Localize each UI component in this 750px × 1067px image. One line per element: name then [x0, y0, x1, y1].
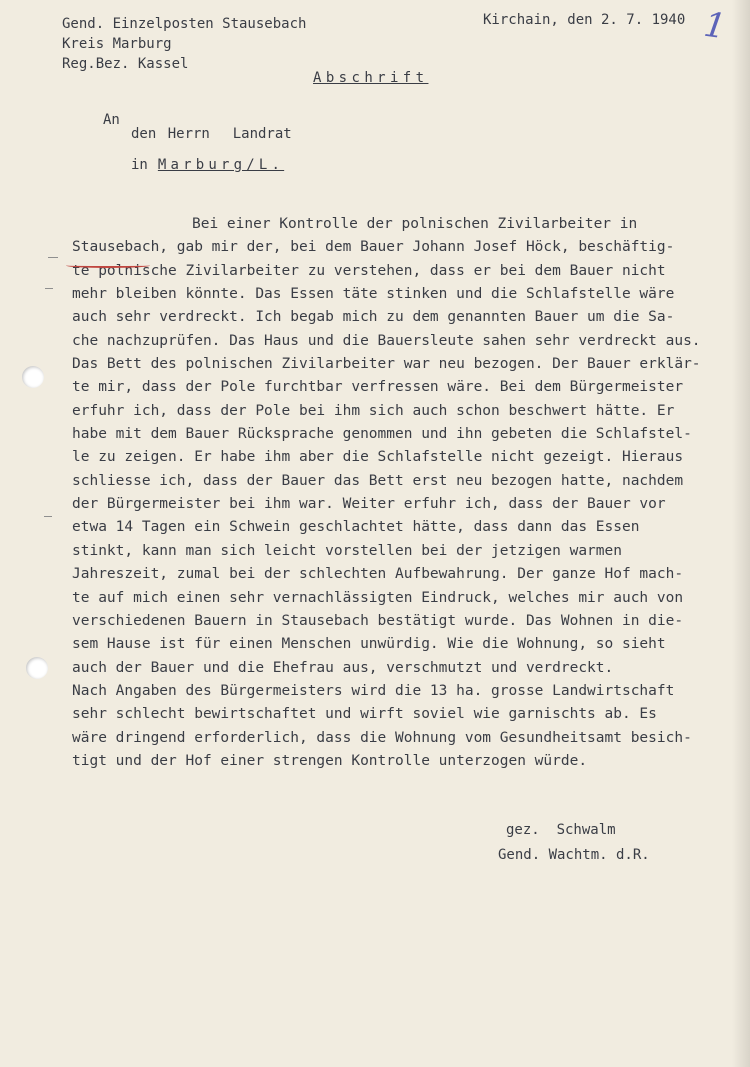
sender-line: Kreis Marburg [62, 36, 172, 52]
recipient-prefix: in [131, 157, 148, 173]
body-line: sehr schlecht bewirtschaftet und wirft soviel wie garnischts ab. Es [72, 706, 657, 723]
body-line: sem Hause ist für einen Menschen unwürdig. Wie die Wohnung, so sieht [72, 636, 666, 653]
body-line: Stausebach, gab mir der, bei dem Bauer Johann Josef Höck, beschäftig- [72, 239, 675, 256]
signature-block [498, 818, 650, 868]
body-line: habe mit dem Bauer Rücksprache genommen und ihn gebeten die Schlafstel- [72, 426, 692, 443]
recipient-line-1: An [103, 112, 120, 128]
body-line: etwa 14 Tagen ein Schwein geschlachtet hätte, dass dann das Essen [72, 519, 640, 536]
signature-line-2: Gend. Wachtm. d.R. [498, 847, 650, 863]
punch-hole [26, 657, 48, 679]
body-line: te auf mich einen sehr vernachlässigten Eindruck, welches mir auch von [72, 589, 684, 606]
date-line: Kirchain, den 2. 7. 1940 [483, 12, 686, 28]
body-line: Jahreszeit, zumal bei der schlechten Aufbewahrung. Der ganze Hof mach- [72, 566, 684, 583]
page-number-mark: 1 [701, 4, 729, 48]
red-pencil-underline [66, 263, 150, 268]
punch-hole [22, 366, 44, 388]
body-line: te mir, dass der Pole furchtbar verfressen wäre. Bei dem Bürgermeister [72, 379, 684, 396]
body-line: Das Bett des polnischen Zivilarbeiter war neu bezogen. Der Bauer erklär- [72, 356, 701, 373]
body-line: Bei einer Kontrolle der polnischen Zivilarbeiter in [192, 216, 638, 232]
margin-mark [44, 516, 52, 517]
body-line: auch sehr verdreckt. Ich begab mich zu dem genannten Bauer um die Sa- [72, 309, 675, 326]
body-line: auch der Bauer und die Ehefrau aus, verschmutzt und verdreckt. [72, 659, 614, 676]
body-line: le zu zeigen. Er habe ihm aber die Schlafstelle nicht gezeigt. Hieraus [72, 449, 684, 466]
body-line: Nach Angaben des Bürgermeisters wird die 13 ha. grosse Landwirtschaft [72, 682, 675, 699]
margin-mark [48, 257, 58, 258]
body-line: tigt und der Hof einer strengen Kontrolle unterzogen würde. [72, 752, 588, 769]
body-line: wäre dringend erforderlich, dass die Wohnung vom Gesundheitsamt besich- [72, 729, 692, 746]
body-line: verschiedenen Bauern in Stausebach bestätigt wurde. Das Wohnen in die- [72, 612, 684, 629]
sender-line: Gend. Einzelposten Stausebach [62, 16, 307, 32]
document-heading: Abschrift [313, 70, 429, 86]
body-line: che nachzuprüfen. Das Haus und die Bauersleute sahen sehr verdreckt aus. [72, 332, 701, 349]
body-line: te polnische Zivilarbeiter zu verstehen, dass er bei dem Bauer nicht [72, 262, 666, 279]
body-line: der Bürgermeister bei ihm war. Weiter erfuhr ich, dass der Bauer vor [72, 496, 666, 513]
body-line: erfuhr ich, dass der Pole bei ihm sich auch schon beschwert hätte. Er [72, 402, 675, 419]
letter-body [72, 213, 701, 773]
signature-line-1: gez. Schwalm [506, 822, 616, 838]
recipient-city: Marburg/L. [157, 157, 285, 173]
recipient-line-2: den Herrn Landrat [131, 126, 292, 142]
recipient-line-3 [131, 157, 284, 173]
body-line: stinkt, kann man sich leicht vorstellen bei der jetzigen warmen [72, 542, 622, 559]
body-line: mehr bleiben könnte. Das Essen täte stinken und die Schlafstelle wäre [72, 286, 675, 303]
sender-line: Reg.Bez. Kassel [62, 56, 189, 72]
page-edge-shadow [732, 0, 750, 1067]
margin-mark [45, 288, 53, 289]
body-line: schliesse ich, dass der Bauer das Bett erst neu bezogen hatte, nachdem [72, 472, 684, 489]
sender-block [62, 14, 306, 74]
